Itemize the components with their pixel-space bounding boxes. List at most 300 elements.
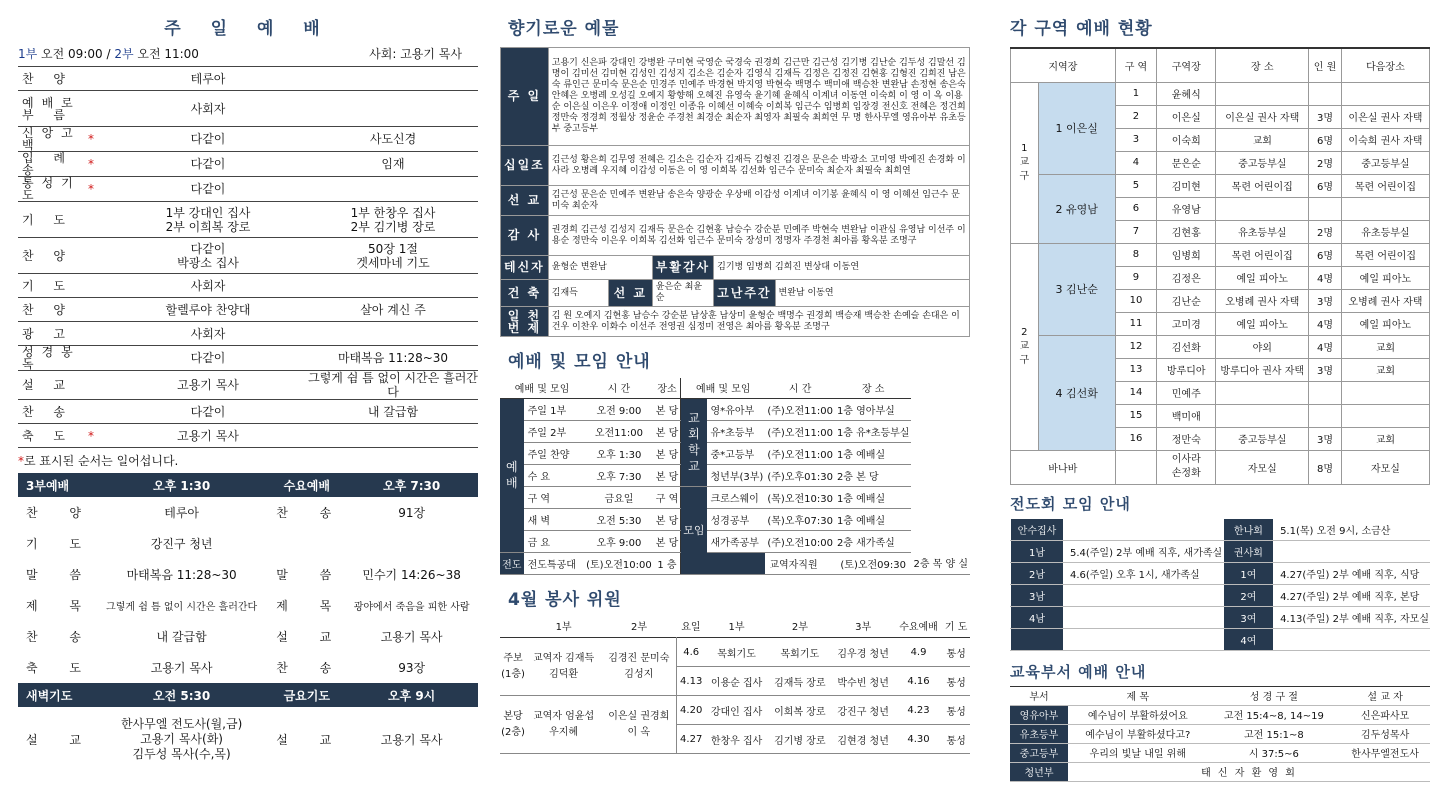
edu-verse: 고전 15:1~8 [1208, 724, 1341, 743]
region-cell: 목련 어린이집 [1341, 243, 1429, 266]
worship-place: 본 당 [654, 398, 681, 420]
third-row-value: 테루아 [164, 506, 200, 520]
first-service-label: 1부 [18, 47, 38, 61]
region-cell [1216, 404, 1309, 427]
vol-cell: 4.20 [680, 704, 703, 716]
meeting-time: (주)오전10:00 [765, 530, 835, 552]
order-detail: 살아 계신 주 [308, 298, 478, 322]
offering-sunday-label: 주 일 [501, 48, 549, 146]
offering-misc-row [501, 256, 970, 280]
region-leader: 2 유영남 [1038, 174, 1115, 243]
worship-name: 주일 1부 [524, 398, 585, 420]
region-cell: 김미현 [1157, 174, 1216, 197]
banaba-row [1011, 450, 1430, 484]
order-leader: 테루아 [108, 67, 308, 91]
society-name: 1남 [1011, 540, 1064, 562]
offering-passion-week-names: 변완남 이동연 [775, 280, 969, 307]
meeting-time: (주)오전11:00 [765, 442, 835, 464]
worship-time: 오전 5:30 [584, 508, 654, 530]
mission-society-row [1011, 628, 1430, 650]
order-name: 광 고 [18, 322, 88, 346]
society-name: 2남 [1011, 562, 1064, 584]
meeting-name: 청년부(3부) [707, 464, 766, 486]
third-row-value: 고용기 목사 [150, 661, 213, 675]
order-row [18, 238, 478, 274]
edu-dept: 중고등부 [1010, 743, 1068, 762]
order-name: 찬 송 [18, 400, 88, 424]
wed-row-label: 설 교 [276, 630, 346, 644]
vol-cell: 목회기도 [717, 648, 756, 660]
note-text: 로 표시된 순서는 일어섭니다. [24, 454, 179, 468]
region-cell: 중고등부실 [1341, 151, 1429, 174]
vol-cell: 통성 [946, 735, 966, 747]
vol-cell: 강진구 청년 [837, 706, 889, 718]
order-name: 성경봉독 [18, 346, 88, 371]
worship-place: 본 당 [654, 420, 681, 442]
parish-1-label: 1 교 구 [1011, 82, 1039, 243]
region-cell [1341, 381, 1429, 404]
third-row-label: 찬 양 [26, 506, 95, 520]
region-cell: 6 [1115, 197, 1156, 220]
education-header [1010, 686, 1430, 705]
vol-area-label: 본당 (2층) [500, 696, 526, 754]
vol-cell: 4.23 [907, 704, 930, 716]
order-name: 설 교 [18, 371, 88, 400]
region-row [1011, 174, 1430, 197]
worship-place: 본 당 [654, 442, 681, 464]
order-mark [88, 238, 108, 274]
third-service-row [18, 497, 478, 528]
order-row [18, 67, 478, 91]
wed-row-value: 광야에서 죽음을 피한 사람 [353, 602, 470, 613]
meeting-place: 1층 유*초등부실 [835, 420, 912, 442]
society-name: 3남 [1011, 584, 1064, 606]
offering-building-names: 김재득 [548, 280, 608, 307]
edu-dept: 유초등부 [1010, 724, 1068, 743]
society-schedule [1274, 628, 1430, 650]
friday-row-label: 설 교 [276, 732, 346, 747]
meeting-table [500, 378, 970, 575]
edu-verse: 고전 15:4~8, 14~19 [1208, 705, 1341, 724]
edu-preacher: 신은파사모 [1340, 705, 1430, 724]
third-service-header [18, 473, 478, 497]
offering-mission2-names: 윤은순 최윤순 [652, 280, 713, 307]
region-cell: 김현홍 [1157, 220, 1216, 243]
order-mark [88, 322, 108, 346]
region-cell: 방루디아 [1157, 358, 1216, 381]
order-mark: * [88, 424, 108, 448]
meeting-header [500, 378, 970, 398]
region-cell: 이숙희 권사 자택 [1341, 128, 1429, 151]
volunteer-title: 4월 봉사 위원 [508, 589, 622, 610]
order-mark [88, 371, 108, 400]
vol-head-prayer: 기 도 [944, 621, 968, 633]
third-row-label: 찬 송 [26, 630, 95, 644]
order-mark [88, 91, 108, 127]
region-head-next: 다음장소 [1341, 48, 1429, 82]
meeting-name: 중*고등부 [707, 442, 766, 464]
education-title: 교육부서 예배 안내 [1010, 662, 1147, 681]
friday-prayer-time: 오후 9시 [345, 683, 478, 707]
offering-mission-names: 김근성 문은순 민예주 변완남 송은숙 양광순 우상배 이갑성 이계녀 이기봉 윤혜식 이 영 이혜선 임근수 문미숙 최순자 [548, 186, 969, 216]
edu-preacher: 김두성목사 [1340, 724, 1430, 743]
meeting-place: 2층 새가족실 [835, 530, 912, 552]
region-cell [1309, 381, 1342, 404]
meeting-name: 교역자직원 [765, 552, 835, 574]
order-name: 찬 양 [18, 67, 88, 91]
offering-mission-label: 선 교 [501, 186, 549, 216]
worship-name: 새 벽 [524, 508, 585, 530]
region-cell: 교회 [1341, 358, 1429, 381]
meeting-row [500, 398, 970, 420]
third-service-label: 3부예배 [18, 473, 95, 497]
region-cell: 1 [1115, 82, 1156, 105]
order-detail [308, 67, 478, 91]
region-column [1010, 0, 1430, 782]
order-name: 축 도 [18, 424, 88, 448]
order-row [18, 298, 478, 322]
region-cell: 5 [1115, 174, 1156, 197]
order-detail [308, 177, 478, 202]
friday-prayer-label: 금요기도 [268, 683, 345, 707]
edu-title: 예수님이 부활하셨다고? [1068, 724, 1208, 743]
order-leader: 사회자 [108, 274, 308, 298]
edu-dept: 청년부 [1010, 762, 1068, 781]
region-cell: 8 [1115, 243, 1156, 266]
vol-area-label: 주보 (1층) [500, 638, 526, 696]
region-cell: 문은순 [1157, 151, 1216, 174]
society-schedule: 4.27(주일) 2부 예배 직후, 식당 [1274, 562, 1430, 584]
meeting-group-label: 모임 [681, 486, 707, 574]
region-cell: 15 [1115, 404, 1156, 427]
vol-cell: 4.16 [907, 675, 930, 687]
region-cell [1216, 197, 1309, 220]
banaba-chief: 이사라 손정화 [1157, 450, 1216, 484]
order-name: 신앙고백 [18, 127, 88, 152]
wed-row-value [345, 528, 478, 559]
offering-tithe-names: 김근성 황은희 김무영 전혜은 김소은 김순자 김재득 김형진 김경은 문은순 박광소 고미영 박예진 손경화 이사라 오병례 우지혜 이갑성 이동은 이 영 이희복 김선화 임근수 문미숙 최순자 최필숙 최희연 [548, 146, 969, 186]
evangelism-place: 1 층 [654, 552, 681, 574]
society-schedule [1063, 606, 1223, 628]
vol-area-2bu: 김경진 문미숙 김성지 [601, 638, 677, 696]
volunteer-row [500, 638, 970, 667]
mission-society-row [1011, 584, 1430, 606]
society-name: 4여 [1223, 628, 1273, 650]
vol-head-p2: 2부 [791, 621, 808, 633]
vol-cell: 4.27 [680, 733, 703, 745]
offering-tensinja-names: 윤형순 변완남 [548, 256, 652, 280]
edu-verse: 시 37:5~6 [1208, 743, 1341, 762]
meeting-name: 성경공부 [707, 508, 766, 530]
order-leader: 사회자 [108, 91, 308, 127]
wednesday-service-time: 오후 7:30 [345, 473, 478, 497]
vol-cell: 김우경 청년 [837, 648, 889, 660]
order-leader: 다같이 [108, 346, 308, 371]
offerings-column [500, 0, 970, 754]
wed-row-value: 고용기 목사 [380, 630, 443, 644]
region-cell: 4명 [1309, 266, 1342, 289]
banaba-count: 8명 [1309, 450, 1342, 484]
region-cell: 유초등부실 [1216, 220, 1309, 243]
order-detail: 50장 1절 겟세마네 기도 [308, 238, 478, 274]
region-cell: 6명 [1309, 243, 1342, 266]
meeting-name: 새가족공부 [707, 530, 766, 552]
region-cell: 이은실 권사 자택 [1341, 105, 1429, 128]
order-row [18, 400, 478, 424]
society-name: 1여 [1223, 562, 1273, 584]
third-service-row [18, 621, 478, 652]
region-cell: 3명 [1309, 427, 1342, 450]
order-leader: 다같이 [108, 152, 308, 177]
third-service-table [18, 473, 478, 771]
order-mark: * [88, 127, 108, 152]
meeting-row [500, 420, 970, 442]
worship-place: 본 당 [654, 508, 681, 530]
region-cell: 2명 [1309, 151, 1342, 174]
region-cell: 이은실 권사 자택 [1216, 105, 1309, 128]
meeting-place: 1층 예배실 [835, 486, 912, 508]
region-cell: 이숙희 [1157, 128, 1216, 151]
order-row [18, 371, 478, 400]
worship-place: 구 역 [654, 486, 681, 508]
region-header [1011, 48, 1430, 82]
volunteer-row [500, 696, 970, 725]
region-cell [1309, 197, 1342, 220]
order-row [18, 177, 478, 202]
wed-row-value: 민수기 14:26~38 [362, 568, 461, 582]
region-cell: 9 [1115, 266, 1156, 289]
meeting-time: (목)오전10:30 [765, 486, 835, 508]
region-cell: 임병희 [1157, 243, 1216, 266]
society-schedule: 5.1(목) 오전 9시, 소금산 [1274, 518, 1430, 540]
order-leader: 다같이 [108, 127, 308, 152]
society-schedule: 4.6(주일) 오후 1시, 새가족실 [1063, 562, 1223, 584]
order-name: 찬 양 [18, 298, 88, 322]
meeting-time: (목)오후07:30 [765, 508, 835, 530]
offering-oneday-row [501, 307, 970, 337]
order-name: 입 례 송 [18, 152, 88, 177]
society-name: 한나회 [1223, 518, 1273, 540]
region-title: 각 구역 예배 현황 [1010, 19, 1153, 39]
note-mark: * [18, 454, 24, 468]
vol-cell: 김재득 장로 [774, 677, 826, 689]
region-cell: 7 [1115, 220, 1156, 243]
worship-time: 금요일 [584, 486, 654, 508]
region-cell: 4명 [1309, 312, 1342, 335]
vol-cell: 통성 [946, 706, 966, 718]
society-name: 안수집사 [1011, 518, 1064, 540]
region-table [1010, 47, 1430, 485]
region-leader: 1 이은실 [1038, 82, 1115, 174]
meeting-place: 2층 본 당 [835, 464, 912, 486]
meeting-head-left-name: 예배 및 모임 [500, 378, 584, 398]
society-schedule: 5.4(주일) 2부 예배 직후, 새가족실 [1063, 540, 1223, 562]
offering-tithe-label: 십일조 [501, 146, 549, 186]
sunday-service-column [18, 0, 478, 771]
offerings-title: 향기로운 예물 [508, 19, 620, 39]
vol-cell: 김기병 장로 [774, 735, 826, 747]
vol-cell: 4.13 [680, 675, 703, 687]
region-cell [1216, 381, 1309, 404]
worship-time: 오후 9:00 [584, 530, 654, 552]
order-leader: 다같이 박광소 집사 [108, 238, 308, 274]
dawn-prayer-header [18, 683, 478, 707]
service-order-table [18, 66, 478, 448]
evangelism-name: 전도특공대 [524, 552, 585, 574]
region-cell [1341, 404, 1429, 427]
order-leader: 고용기 목사 [108, 424, 308, 448]
order-leader: 다같이 [108, 400, 308, 424]
region-cell [1341, 197, 1429, 220]
region-cell [1216, 82, 1309, 105]
region-cell: 목련 어린이집 [1216, 243, 1309, 266]
region-cell: 중고등부실 [1216, 427, 1309, 450]
region-cell: 고미경 [1157, 312, 1216, 335]
wednesday-service-label: 수요예배 [268, 473, 345, 497]
offering-sunday-names: 고용기 신은파 강대인 강병완 구미현 국영순 국경숙 권경희 김근만 김근성 김기병 김난순 김두성 김말선 김명이 김미선 김미현 김성인 김성지 김소은 김순자 김영식 김재득 김정은 김정진 김현홍 김형진 김희진 남은숙 류인근 문미숙 문은순 민경주 민예주 박경현 박지영 박현숙 백명수 백미애 백승찬 변완남 손정현 송은숙 안혜은 오병례 오성길 오예지 황향해 오혜진 유영숙 윤기혜 윤혜식 이계녀 이동연 이숙희 이 영 이 옥 이용순 이은실 이은우 이정애 이정인 이종유 이혜선 이혜숙 이희복 임근수 임병희 임장경 전신호 전혜은 정건희 정만숙 정경희 정월상 정윤순 주경천 최경순 최순자 최영자 최필숙 최희연 무 명 한사무엘 영유아부 유초등부 중고등부 [548, 48, 969, 146]
dawn-prayer-time: 오전 5:30 [95, 683, 268, 707]
vol-cell: 이희복 장로 [774, 706, 826, 718]
vol-head-1bu: 1부 [555, 621, 572, 633]
mission-society-table [1010, 518, 1430, 651]
volunteer-header [500, 614, 970, 638]
volunteer-table [500, 614, 970, 755]
meeting-name: 크로스웨이 [707, 486, 766, 508]
order-mark [88, 67, 108, 91]
edu-head-preacher: 설 교 자 [1340, 686, 1430, 705]
society-schedule [1063, 628, 1223, 650]
vol-head-p1: 1부 [728, 621, 745, 633]
worship-place: 본 당 [654, 530, 681, 552]
worship-time: 오후 7:30 [584, 464, 654, 486]
order-row [18, 91, 478, 127]
parish-2-label: 2 교 구 [1011, 243, 1039, 450]
order-detail [308, 322, 478, 346]
region-cell: 김난순 [1157, 289, 1216, 312]
friday-row-preacher: 고용기 목사 [380, 732, 443, 747]
vol-cell: 4.30 [907, 733, 930, 745]
worship-name: 구 역 [524, 486, 585, 508]
region-cell: 예일 피아노 [1216, 266, 1309, 289]
offering-thanks-names: 권경희 김근성 김성지 김재득 문은순 김현홍 남승수 강순분 민예주 박현숙 변완남 이관심 유영남 이선주 이용순 정만숙 이은우 이희복 김선화 임근수 문미숙 장성미 정명자 주경천 최아름 황옥분 조명구 [548, 216, 969, 256]
region-cell: 유영남 [1157, 197, 1216, 220]
evangelism-label: 전도 [500, 552, 524, 574]
offering-resurrection-names: 김기병 임병희 김희진 변상대 이동연 [714, 256, 970, 280]
banaba-next: 자모실 [1341, 450, 1429, 484]
dawn-prayer-label: 새벽기도 [18, 683, 95, 707]
offering-building-label: 건 축 [501, 280, 549, 307]
third-row-label: 제 목 [26, 599, 95, 613]
region-cell: 2명 [1309, 220, 1342, 243]
region-head-place: 장 소 [1216, 48, 1309, 82]
society-name: 3여 [1223, 606, 1273, 628]
third-row-value: 내 갈급함 [156, 630, 207, 644]
order-leader: 고용기 목사 [108, 371, 308, 400]
region-cell: 방루디아 권사 자택 [1216, 358, 1309, 381]
third-service-row [18, 559, 478, 590]
region-cell: 중고등부실 [1216, 151, 1309, 174]
region-cell: 예일 피아노 [1341, 312, 1429, 335]
meeting-time: (주)오후01:30 [765, 464, 835, 486]
region-cell: 김선화 [1157, 335, 1216, 358]
region-head-count: 인 원 [1309, 48, 1342, 82]
vol-cell: 박수빈 청년 [837, 677, 889, 689]
worship-time: 오후 1:30 [584, 442, 654, 464]
education-row [1010, 705, 1430, 724]
third-row-label: 기 도 [26, 537, 95, 551]
offering-oneday-label: 일 천 번 제 [501, 307, 549, 337]
society-name [1011, 628, 1064, 650]
vol-cell: 4.9 [910, 646, 927, 658]
order-leader: 1부 강대인 집사 2부 이희복 장로 [108, 202, 308, 238]
dawn-row-label: 설 교 [26, 732, 95, 747]
mission-society-row [1011, 562, 1430, 584]
order-row [18, 424, 478, 448]
region-cell: 교회 [1341, 335, 1429, 358]
region-cell: 목련 어린이집 [1341, 174, 1429, 197]
region-cell: 김정은 [1157, 266, 1216, 289]
region-cell: 백미애 [1157, 404, 1216, 427]
vol-head-2bu: 2부 [631, 621, 648, 633]
society-schedule [1274, 540, 1430, 562]
region-cell [1309, 82, 1342, 105]
region-leader: 3 김난순 [1038, 243, 1115, 335]
worship-place: 본 당 [654, 464, 681, 486]
order-name: 기 도 [18, 202, 88, 238]
region-cell: 예일 피아노 [1341, 266, 1429, 289]
order-row [18, 322, 478, 346]
dawn-row-preachers: 한사무엘 전도사(월,금) 고용기 목사(화) 김두성 목사(수,목) [120, 716, 243, 761]
wed-row-label: 제 목 [276, 599, 346, 613]
meeting-name: 영*유아부 [707, 398, 766, 420]
vol-cell: 통성 [946, 648, 966, 660]
school-group-label: 교 회 학 교 [681, 398, 707, 486]
meeting-head-right-place: 장 소 [835, 378, 912, 398]
order-row [18, 127, 478, 152]
order-name: 통성기도 [18, 177, 88, 202]
region-cell: 교회 [1216, 128, 1309, 151]
order-detail: 사도신경 [308, 127, 478, 152]
vol-head-wed: 수요예배 [899, 621, 938, 633]
third-row-value: 마태복음 11:28~30 [126, 568, 237, 582]
worship-group-label: 예 배 [500, 398, 524, 552]
order-mark [88, 400, 108, 424]
first-service-time: 오전 09:00 / [37, 47, 115, 61]
edu-head-dept: 부서 [1010, 686, 1068, 705]
third-row-label: 축 도 [26, 661, 95, 675]
offering-building-row [501, 280, 970, 307]
wed-row-value: 91장 [398, 506, 426, 520]
third-row-label: 말 씀 [26, 568, 95, 582]
second-service-time: 오전 11:00 [133, 47, 199, 61]
meeting-head-right-name: 예배 및 모임 [681, 378, 766, 398]
region-cell: 13 [1115, 358, 1156, 381]
region-cell: 6명 [1309, 174, 1342, 197]
order-detail [308, 274, 478, 298]
offering-tensinja-label: 테신자 [501, 256, 549, 280]
order-row [18, 152, 478, 177]
vol-cell: 목회기도 [780, 648, 820, 660]
region-cell: 예일 피아노 [1216, 312, 1309, 335]
service-times-row [18, 45, 478, 62]
standing-note [18, 452, 478, 469]
region-head-leader: 지역장 [1011, 48, 1116, 82]
mission-society-row [1011, 606, 1430, 628]
region-cell: 10 [1115, 289, 1156, 312]
vol-cell: 이용순 집사 [710, 677, 763, 689]
edu-head-title: 제 목 [1068, 686, 1208, 705]
offering-mission-row [501, 186, 970, 216]
